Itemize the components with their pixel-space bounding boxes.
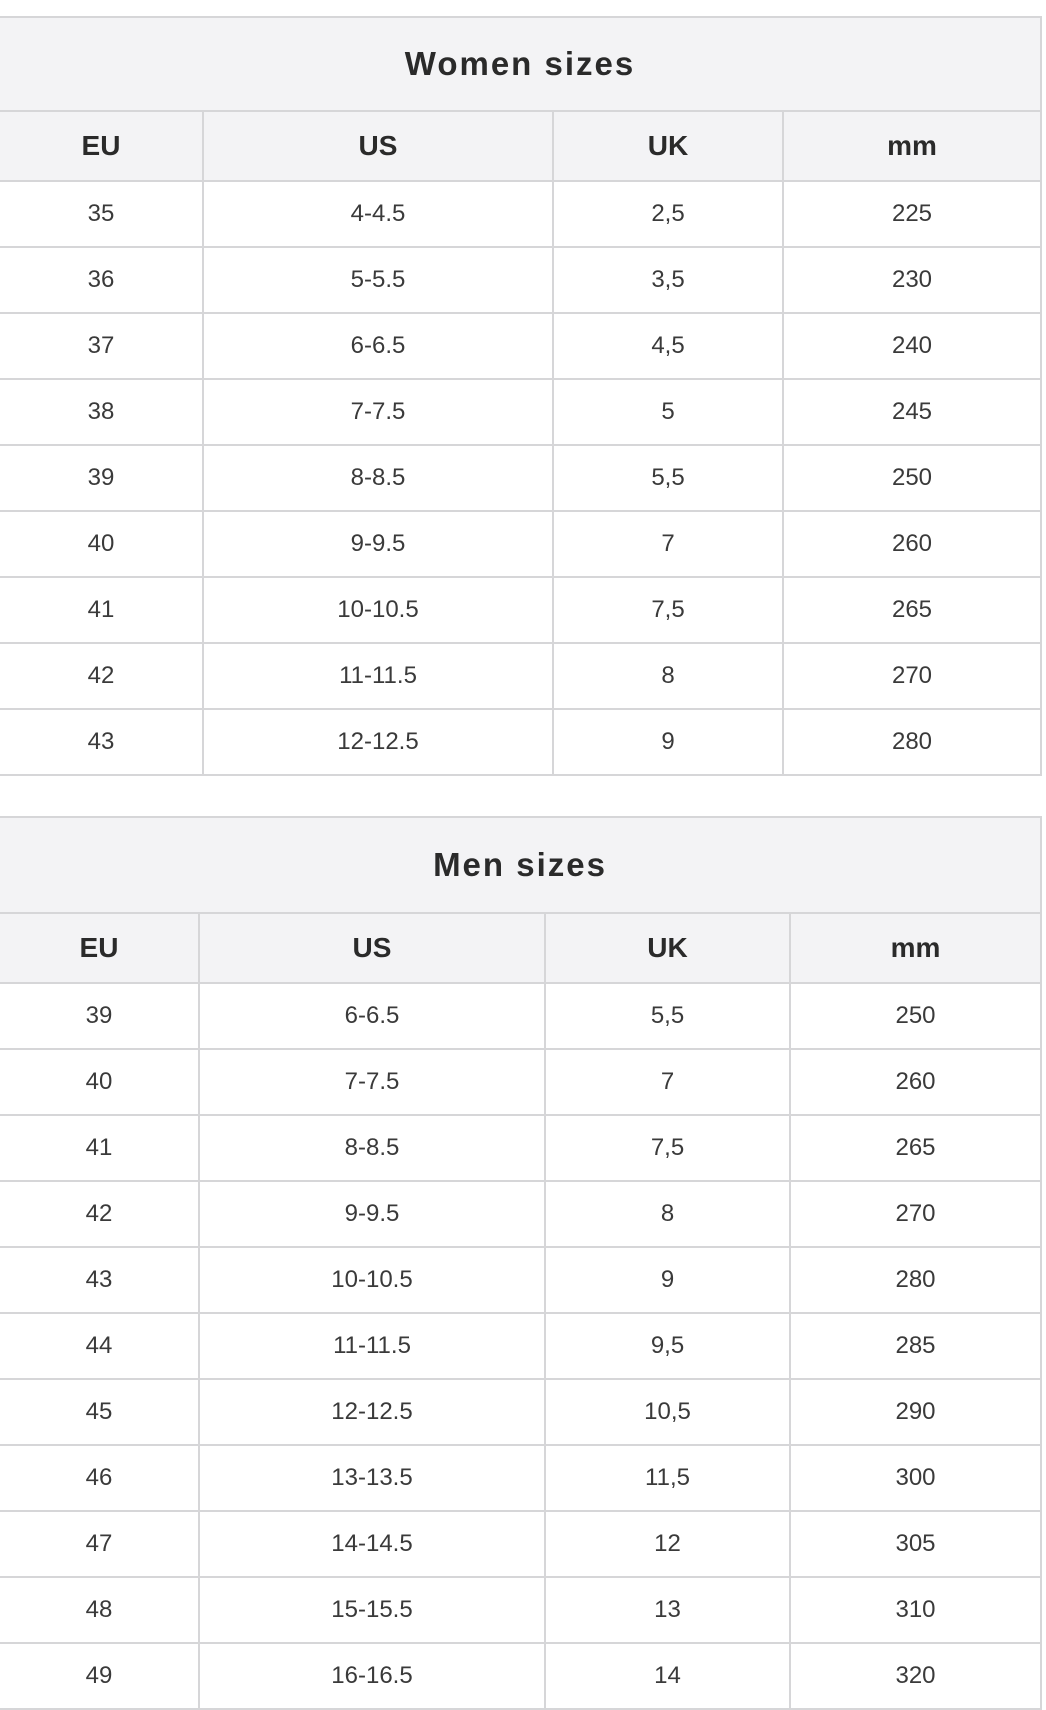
cell-uk: 9 bbox=[553, 709, 783, 775]
cell-mm: 280 bbox=[790, 1247, 1041, 1313]
cell-eu: 43 bbox=[0, 709, 203, 775]
table-row bbox=[0, 1445, 1041, 1511]
cell-uk: 4,5 bbox=[553, 313, 783, 379]
table-row bbox=[0, 445, 1041, 511]
cell-us: 14-14.5 bbox=[199, 1511, 545, 1577]
cell-uk: 7 bbox=[545, 1049, 790, 1115]
cell-eu: 42 bbox=[0, 643, 203, 709]
men-title-row bbox=[0, 817, 1041, 913]
cell-eu: 39 bbox=[0, 445, 203, 511]
cell-mm: 260 bbox=[783, 511, 1041, 577]
cell-us: 4-4.5 bbox=[203, 181, 553, 247]
cell-us: 10-10.5 bbox=[203, 577, 553, 643]
cell-us: 9-9.5 bbox=[199, 1181, 545, 1247]
cell-mm: 305 bbox=[790, 1511, 1041, 1577]
cell-eu: 43 bbox=[0, 1247, 199, 1313]
table-row bbox=[0, 709, 1041, 775]
table-row bbox=[0, 1511, 1041, 1577]
cell-us: 7-7.5 bbox=[199, 1049, 545, 1115]
women-table-body bbox=[0, 181, 1041, 775]
cell-us: 10-10.5 bbox=[199, 1247, 545, 1313]
column-header-us: US bbox=[203, 111, 553, 181]
column-header-uk: UK bbox=[553, 111, 783, 181]
cell-uk: 10,5 bbox=[545, 1379, 790, 1445]
cell-us: 5-5.5 bbox=[203, 247, 553, 313]
cell-us: 11-11.5 bbox=[203, 643, 553, 709]
men-size-table bbox=[0, 816, 1042, 1710]
table-row bbox=[0, 1643, 1041, 1709]
cell-mm: 225 bbox=[783, 181, 1041, 247]
cell-uk: 7,5 bbox=[553, 577, 783, 643]
cell-mm: 250 bbox=[783, 445, 1041, 511]
cell-eu: 46 bbox=[0, 1445, 199, 1511]
cell-us: 13-13.5 bbox=[199, 1445, 545, 1511]
cell-mm: 260 bbox=[790, 1049, 1041, 1115]
cell-eu: 45 bbox=[0, 1379, 199, 1445]
cell-uk: 2,5 bbox=[553, 181, 783, 247]
table-row bbox=[0, 577, 1041, 643]
cell-eu: 39 bbox=[0, 983, 199, 1049]
cell-uk: 14 bbox=[545, 1643, 790, 1709]
cell-mm: 270 bbox=[783, 643, 1041, 709]
column-header-uk: UK bbox=[545, 913, 790, 983]
table-row bbox=[0, 1577, 1041, 1643]
table-row bbox=[0, 1181, 1041, 1247]
cell-uk: 9 bbox=[545, 1247, 790, 1313]
cell-us: 6-6.5 bbox=[203, 313, 553, 379]
column-header-mm: mm bbox=[790, 913, 1041, 983]
cell-uk: 5 bbox=[553, 379, 783, 445]
column-header-us: US bbox=[199, 913, 545, 983]
women-header-row bbox=[0, 111, 1041, 181]
cell-mm: 250 bbox=[790, 983, 1041, 1049]
cell-mm: 240 bbox=[783, 313, 1041, 379]
cell-us: 11-11.5 bbox=[199, 1313, 545, 1379]
cell-uk: 9,5 bbox=[545, 1313, 790, 1379]
table-row bbox=[0, 511, 1041, 577]
cell-eu: 35 bbox=[0, 181, 203, 247]
women-title-row bbox=[0, 17, 1041, 111]
cell-uk: 7 bbox=[553, 511, 783, 577]
cell-eu: 42 bbox=[0, 1181, 199, 1247]
cell-uk: 5,5 bbox=[545, 983, 790, 1049]
cell-us: 15-15.5 bbox=[199, 1577, 545, 1643]
cell-uk: 8 bbox=[553, 643, 783, 709]
table-row bbox=[0, 1115, 1041, 1181]
cell-eu: 38 bbox=[0, 379, 203, 445]
cell-us: 9-9.5 bbox=[203, 511, 553, 577]
cell-uk: 8 bbox=[545, 1181, 790, 1247]
table-row bbox=[0, 379, 1041, 445]
table-row bbox=[0, 643, 1041, 709]
table-row bbox=[0, 983, 1041, 1049]
cell-uk: 12 bbox=[545, 1511, 790, 1577]
table-row bbox=[0, 181, 1041, 247]
women-table-title: Women sizes bbox=[0, 17, 1041, 111]
table-row bbox=[0, 1247, 1041, 1313]
men-table-body bbox=[0, 983, 1041, 1709]
cell-eu: 48 bbox=[0, 1577, 199, 1643]
column-header-eu: EU bbox=[0, 913, 199, 983]
table-row bbox=[0, 1379, 1041, 1445]
cell-uk: 3,5 bbox=[553, 247, 783, 313]
table-row bbox=[0, 1049, 1041, 1115]
table-row bbox=[0, 313, 1041, 379]
men-header-row bbox=[0, 913, 1041, 983]
cell-mm: 285 bbox=[790, 1313, 1041, 1379]
cell-eu: 40 bbox=[0, 1049, 199, 1115]
table-row bbox=[0, 247, 1041, 313]
cell-mm: 280 bbox=[783, 709, 1041, 775]
cell-mm: 245 bbox=[783, 379, 1041, 445]
cell-mm: 300 bbox=[790, 1445, 1041, 1511]
column-header-eu: EU bbox=[0, 111, 203, 181]
cell-mm: 320 bbox=[790, 1643, 1041, 1709]
cell-us: 12-12.5 bbox=[199, 1379, 545, 1445]
cell-eu: 47 bbox=[0, 1511, 199, 1577]
column-header-mm: mm bbox=[783, 111, 1041, 181]
cell-eu: 36 bbox=[0, 247, 203, 313]
cell-uk: 7,5 bbox=[545, 1115, 790, 1181]
cell-mm: 230 bbox=[783, 247, 1041, 313]
cell-mm: 265 bbox=[783, 577, 1041, 643]
cell-mm: 265 bbox=[790, 1115, 1041, 1181]
cell-uk: 13 bbox=[545, 1577, 790, 1643]
men-table-title: Men sizes bbox=[0, 817, 1041, 913]
cell-us: 12-12.5 bbox=[203, 709, 553, 775]
cell-eu: 49 bbox=[0, 1643, 199, 1709]
cell-mm: 270 bbox=[790, 1181, 1041, 1247]
cell-uk: 5,5 bbox=[553, 445, 783, 511]
cell-eu: 40 bbox=[0, 511, 203, 577]
cell-us: 16-16.5 bbox=[199, 1643, 545, 1709]
cell-eu: 41 bbox=[0, 577, 203, 643]
cell-us: 7-7.5 bbox=[203, 379, 553, 445]
cell-us: 8-8.5 bbox=[199, 1115, 545, 1181]
cell-eu: 37 bbox=[0, 313, 203, 379]
table-row bbox=[0, 1313, 1041, 1379]
cell-us: 6-6.5 bbox=[199, 983, 545, 1049]
cell-eu: 41 bbox=[0, 1115, 199, 1181]
cell-us: 8-8.5 bbox=[203, 445, 553, 511]
cell-uk: 11,5 bbox=[545, 1445, 790, 1511]
cell-eu: 44 bbox=[0, 1313, 199, 1379]
women-size-table bbox=[0, 16, 1042, 776]
cell-mm: 310 bbox=[790, 1577, 1041, 1643]
cell-mm: 290 bbox=[790, 1379, 1041, 1445]
